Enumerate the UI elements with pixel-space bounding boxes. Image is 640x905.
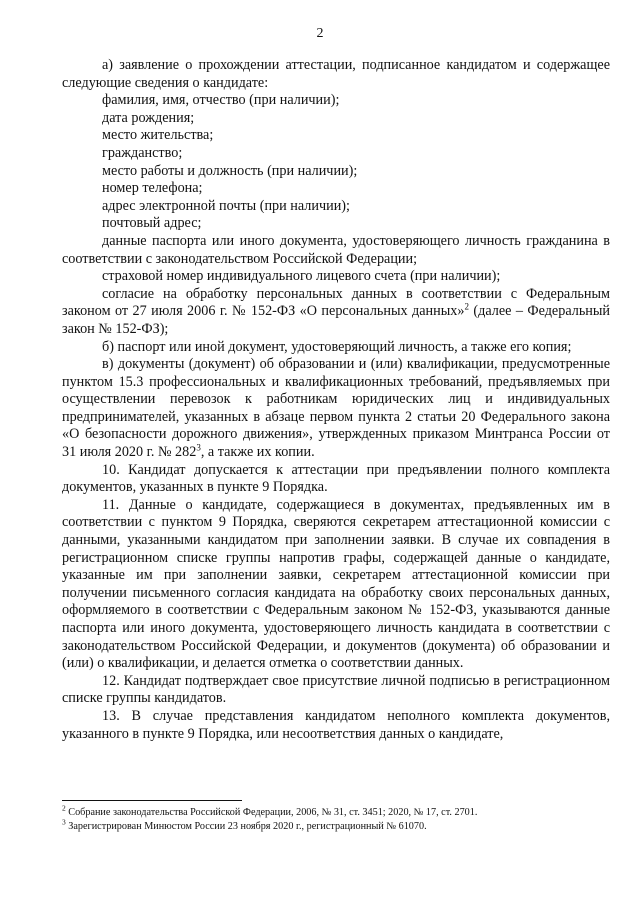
page-number: 2 [316, 26, 324, 41]
paragraph-13: 13. В случае представления кандидатом неполного комплекта документов, указанного в пункте 9 Порядка, или несоответствия данных о кандидате, [62, 707, 610, 742]
footnote-2 [62, 803, 610, 820]
education-text-end: , а также их копии. [200, 444, 315, 461]
footnote-divider [62, 800, 242, 801]
footnote-ref-3: 3 [196, 442, 201, 453]
paragraph-10: 10. Кандидат допускается к аттестации при предъявлении полного комплекта документов, указанных в пункте 9 Порядка. [62, 461, 610, 496]
footnotes [62, 803, 610, 834]
footnote-3 [62, 817, 610, 834]
footnote-ref-2: 2 [464, 301, 469, 312]
list-item-consent [62, 286, 610, 339]
body-text [62, 57, 610, 743]
paragraph-11: 11. Данные о кандидате, содержащиеся в документах, предъявленных им в соответствии с пунктом 9 Порядка, сверяются секретарем аттестационной комиссии с данными, указанными кандидатом при заполнении заявки. В случае их совпадения в регистрационном списке группы напротив графы, содержащей данные о кандидате, указанные им при заполнении заявки, секретарем аттестационной комиссии при получении письменного согласия кандидата на обработку своих персональных данных, оформляемого в соответствии с Федеральным законом № 152-ФЗ, указываются данные паспорта или иного документа, удостоверяющего личность кандидата в соответствии с законодательством Российской Федерации, и документов (документа) об образовании и (или) о квалификации, и делается отметка о соответствии данных. [62, 496, 610, 672]
list-item-insurance-number: страховой номер индивидуального лицевого счета (при наличии); [102, 268, 501, 285]
footnote-3-marker: 3 [62, 817, 66, 827]
list-item-birth-date: дата рождения; [102, 109, 195, 126]
list-item-workplace: место работы и должность (при наличии); [102, 162, 358, 179]
paragraph-12: 12. Кандидат подтверждает свое присутствие личной подписью в регистрационном списке группы кандидатов. [62, 672, 610, 707]
consent-text-end: (далее – Федеральный закон № 152-ФЗ); [62, 303, 611, 337]
list-item-residence: место жительства; [102, 127, 214, 144]
list-item-phone: номер телефона; [102, 180, 203, 197]
list-item-passport-data: данные паспорта или иного документа, удостоверяющего личность гражданина в соответствии с законодательством Российской Федерации; [62, 232, 610, 267]
list-item-citizenship: гражданство; [102, 144, 183, 161]
list-item-email: адрес электронной почты (при наличии); [102, 197, 350, 214]
list-item-full-name: фамилия, имя, отчество (при наличии); [102, 92, 340, 109]
footnote-3-text: Зарегистрирован Минюстом России 23 ноября 2020 г., регистрационный № 61070. [68, 821, 427, 832]
footnote-2-marker: 2 [62, 803, 66, 813]
paragraph-b-passport: б) паспорт или иной документ, удостоверяющий личность, а также его копия; [102, 338, 572, 355]
paragraph-a-application: а) заявление о прохождении аттестации, подписанное кандидатом и содержащее следующие сведения о кандидате: [62, 57, 610, 91]
education-text: в) документы (документ) об образовании и (или) квалификации, предусмотренные пунктом 15.3 профессиональных и квалификационных требований, предъявляемых при осуществлении перевозок к работникам юридических лиц и индивидуальных предпринимателей, указанных в абзаце первом пункта 2 статьи 20 Федерального закона «О безопасности дорожного движения», утвержденных приказом Минтранса России от 31 июля 2020 г. № 282 [62, 356, 610, 461]
paragraph-v-education [62, 356, 610, 462]
list-item-postal-address: почтовый адрес; [102, 215, 202, 232]
consent-text: согласие на обработку персональных данных в соответствии с Федеральным законом от 27 июля 2006 г. № 152-ФЗ «О персональных данных» [62, 285, 610, 320]
footnote-2-text: Собрание законодательства Российской Федерации, 2006, № 31, ст. 3451; 2020, № 17, ст. 2701. [68, 807, 478, 818]
